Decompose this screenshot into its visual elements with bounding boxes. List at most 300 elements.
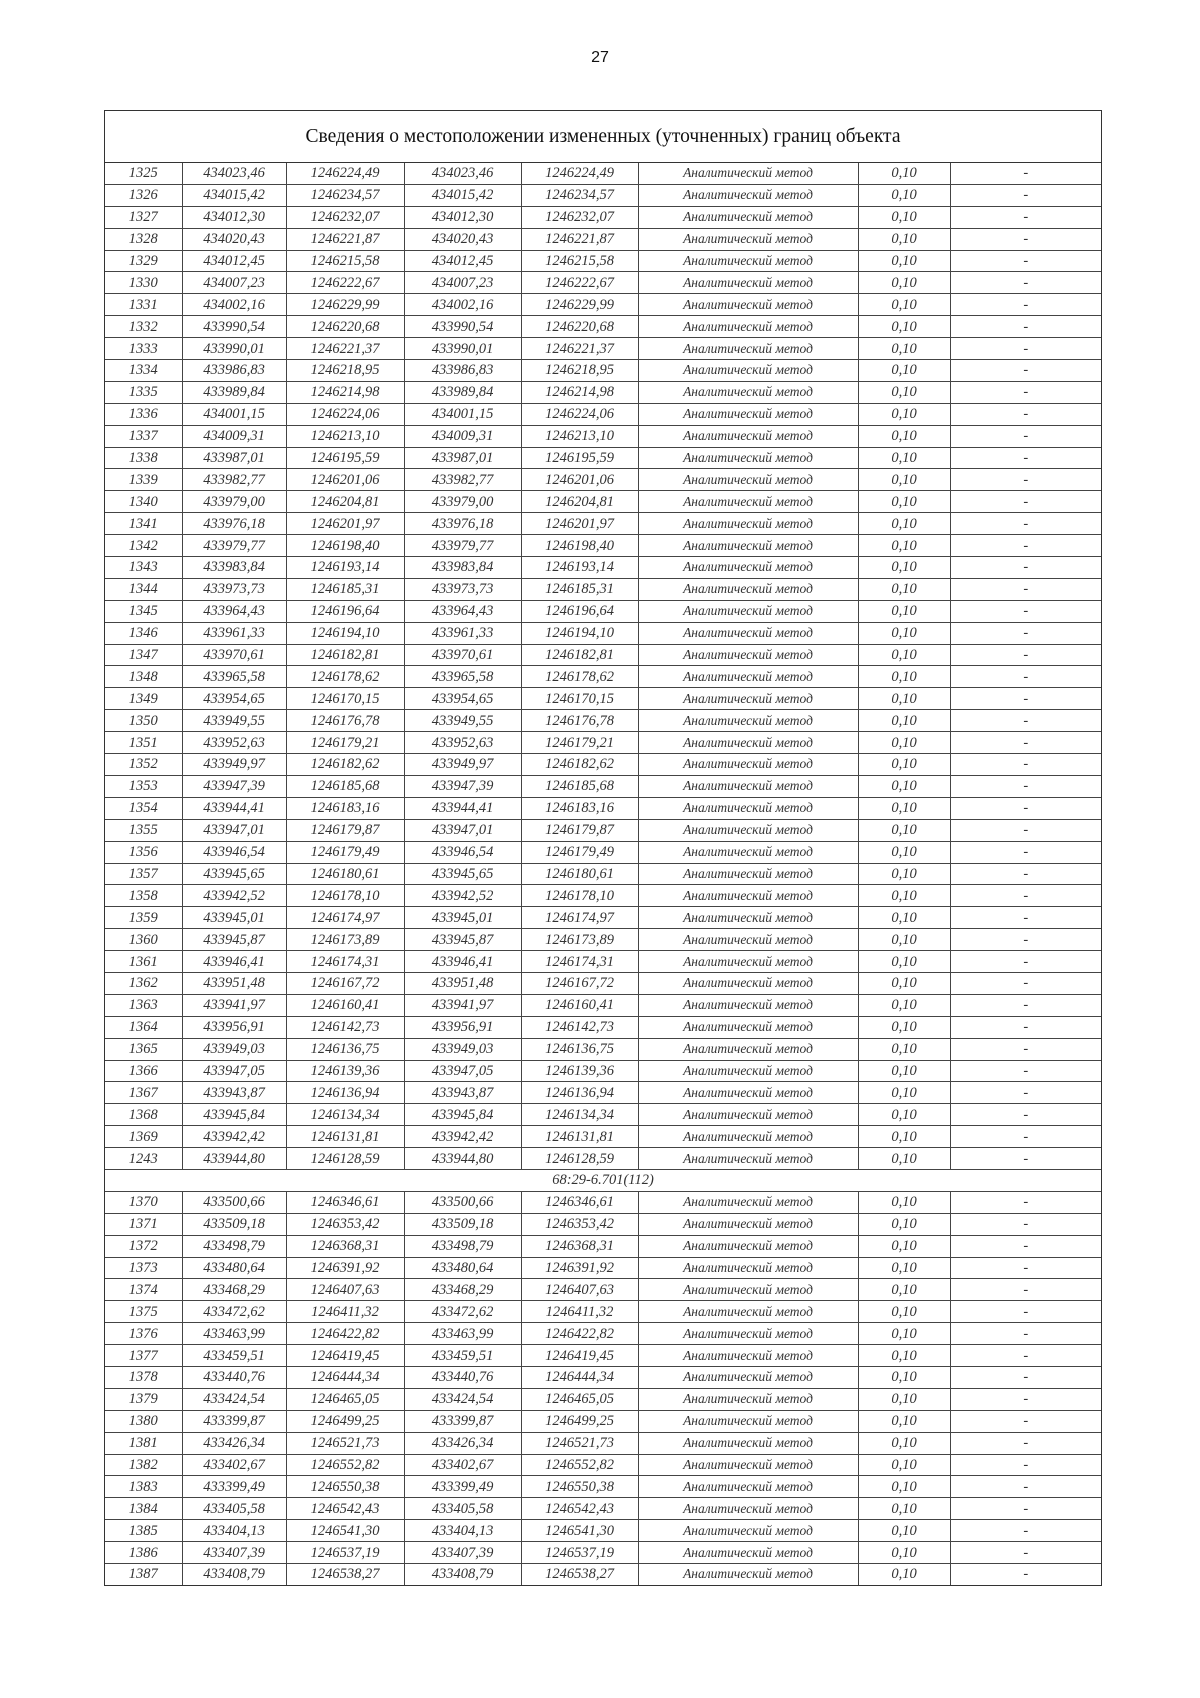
accuracy-cell: 0,10	[858, 272, 950, 294]
method-cell: Аналитический метод	[638, 1564, 858, 1585]
x-refined-cell: 433990,01	[404, 338, 521, 360]
point-number-cell: 1332	[105, 316, 182, 338]
y-existing-cell: 1246179,49	[286, 841, 404, 863]
description-cell: -	[950, 1432, 1101, 1454]
table-row	[105, 1016, 1101, 1038]
point-number-cell: 1340	[105, 491, 182, 513]
y-refined-cell: 1246419,45	[521, 1345, 638, 1367]
accuracy-cell: 0,10	[858, 1016, 950, 1038]
x-refined-cell: 433976,18	[404, 513, 521, 535]
x-existing-cell: 434023,46	[182, 163, 286, 184]
accuracy-cell: 0,10	[858, 666, 950, 688]
y-refined-cell: 1246411,32	[521, 1301, 638, 1323]
description-cell: -	[950, 754, 1101, 776]
accuracy-cell: 0,10	[858, 1410, 950, 1432]
point-number-cell: 1351	[105, 732, 182, 754]
method-cell: Аналитический метод	[638, 1410, 858, 1432]
x-existing-cell: 433949,97	[182, 754, 286, 776]
accuracy-cell: 0,10	[858, 250, 950, 272]
y-refined-cell: 1246178,62	[521, 666, 638, 688]
x-existing-cell: 434007,23	[182, 272, 286, 294]
point-number-cell: 1358	[105, 885, 182, 907]
description-cell: -	[950, 1564, 1101, 1585]
table-row	[105, 600, 1101, 622]
y-existing-cell: 1246465,05	[286, 1388, 404, 1410]
table-row	[105, 272, 1101, 294]
x-refined-cell: 433943,87	[404, 1082, 521, 1104]
y-existing-cell: 1246411,32	[286, 1301, 404, 1323]
accuracy-cell: 0,10	[858, 184, 950, 206]
x-refined-cell: 434020,43	[404, 228, 521, 250]
description-cell: -	[950, 1345, 1101, 1367]
y-refined-cell: 1246201,97	[521, 513, 638, 535]
method-cell: Аналитический метод	[638, 1388, 858, 1410]
y-existing-cell: 1246139,36	[286, 1060, 404, 1082]
x-refined-cell: 433942,52	[404, 885, 521, 907]
table-title: Сведения о местоположении измененных (уточненных) границ объекта	[105, 111, 1101, 163]
table-row	[105, 228, 1101, 250]
x-existing-cell: 433942,42	[182, 1126, 286, 1148]
method-cell: Аналитический метод	[638, 338, 858, 360]
accuracy-cell: 0,10	[858, 994, 950, 1016]
point-number-cell: 1377	[105, 1345, 182, 1367]
method-cell: Аналитический метод	[638, 184, 858, 206]
method-cell: Аналитический метод	[638, 1235, 858, 1257]
method-cell: Аналитический метод	[638, 1520, 858, 1542]
point-number-cell: 1338	[105, 447, 182, 469]
x-existing-cell: 433942,52	[182, 885, 286, 907]
x-refined-cell: 434012,30	[404, 206, 521, 228]
description-cell: -	[950, 184, 1101, 206]
method-cell: Аналитический метод	[638, 1038, 858, 1060]
description-cell: -	[950, 994, 1101, 1016]
x-refined-cell: 433954,65	[404, 688, 521, 710]
y-refined-cell: 1246179,49	[521, 841, 638, 863]
y-existing-cell: 1246183,16	[286, 797, 404, 819]
coordinates-table	[105, 163, 1101, 1585]
y-existing-cell: 1246215,58	[286, 250, 404, 272]
accuracy-cell: 0,10	[858, 469, 950, 491]
table-row	[105, 425, 1101, 447]
x-existing-cell: 433983,84	[182, 557, 286, 579]
x-existing-cell: 433947,01	[182, 819, 286, 841]
x-existing-cell: 433964,43	[182, 600, 286, 622]
x-existing-cell: 434015,42	[182, 184, 286, 206]
description-cell: -	[950, 929, 1101, 951]
y-existing-cell: 1246201,97	[286, 513, 404, 535]
y-existing-cell: 1246179,21	[286, 732, 404, 754]
point-number-cell: 1362	[105, 972, 182, 994]
x-existing-cell: 433952,63	[182, 732, 286, 754]
description-cell: -	[950, 1191, 1101, 1213]
x-refined-cell: 433942,42	[404, 1126, 521, 1148]
method-cell: Аналитический метод	[638, 951, 858, 973]
accuracy-cell: 0,10	[858, 797, 950, 819]
x-existing-cell: 433463,99	[182, 1323, 286, 1345]
x-existing-cell: 434020,43	[182, 228, 286, 250]
y-existing-cell: 1246193,14	[286, 557, 404, 579]
x-refined-cell: 433983,84	[404, 557, 521, 579]
y-existing-cell: 1246182,62	[286, 754, 404, 776]
y-existing-cell: 1246444,34	[286, 1366, 404, 1388]
x-existing-cell: 433468,29	[182, 1279, 286, 1301]
point-number-cell: 1345	[105, 600, 182, 622]
description-cell: -	[950, 1104, 1101, 1126]
y-existing-cell: 1246220,68	[286, 316, 404, 338]
x-refined-cell: 433472,62	[404, 1301, 521, 1323]
point-number-cell: 1369	[105, 1126, 182, 1148]
y-refined-cell: 1246499,25	[521, 1410, 638, 1432]
x-refined-cell: 434007,23	[404, 272, 521, 294]
method-cell: Аналитический метод	[638, 1432, 858, 1454]
x-refined-cell: 433949,97	[404, 754, 521, 776]
y-existing-cell: 1246224,06	[286, 403, 404, 425]
x-refined-cell: 433990,54	[404, 316, 521, 338]
point-number-cell: 1385	[105, 1520, 182, 1542]
y-refined-cell: 1246128,59	[521, 1148, 638, 1170]
accuracy-cell: 0,10	[858, 1104, 950, 1126]
accuracy-cell: 0,10	[858, 1038, 950, 1060]
y-refined-cell: 1246221,87	[521, 228, 638, 250]
accuracy-cell: 0,10	[858, 1520, 950, 1542]
method-cell: Аналитический метод	[638, 578, 858, 600]
point-number-cell: 1363	[105, 994, 182, 1016]
x-existing-cell: 433404,13	[182, 1520, 286, 1542]
table-row	[105, 1498, 1101, 1520]
method-cell: Аналитический метод	[638, 600, 858, 622]
y-existing-cell: 1246176,78	[286, 710, 404, 732]
accuracy-cell: 0,10	[858, 841, 950, 863]
table-row	[105, 994, 1101, 1016]
x-existing-cell: 433946,54	[182, 841, 286, 863]
accuracy-cell: 0,10	[858, 513, 950, 535]
accuracy-cell: 0,10	[858, 1476, 950, 1498]
description-cell: -	[950, 1542, 1101, 1564]
accuracy-cell: 0,10	[858, 447, 950, 469]
method-cell: Аналитический метод	[638, 491, 858, 513]
y-existing-cell: 1246214,98	[286, 381, 404, 403]
y-refined-cell: 1246220,68	[521, 316, 638, 338]
table-body	[105, 163, 1101, 1585]
description-cell: -	[950, 1323, 1101, 1345]
x-existing-cell: 433947,39	[182, 775, 286, 797]
accuracy-cell: 0,10	[858, 710, 950, 732]
y-refined-cell: 1246167,72	[521, 972, 638, 994]
x-refined-cell: 433399,49	[404, 1476, 521, 1498]
y-existing-cell: 1246552,82	[286, 1454, 404, 1476]
description-cell: -	[950, 513, 1101, 535]
y-existing-cell: 1246368,31	[286, 1235, 404, 1257]
table-row	[105, 1038, 1101, 1060]
x-refined-cell: 433500,66	[404, 1191, 521, 1213]
description-cell: -	[950, 885, 1101, 907]
accuracy-cell: 0,10	[858, 1060, 950, 1082]
method-cell: Аналитический метод	[638, 1542, 858, 1564]
accuracy-cell: 0,10	[858, 688, 950, 710]
x-refined-cell: 433407,39	[404, 1542, 521, 1564]
x-existing-cell: 434012,45	[182, 250, 286, 272]
y-refined-cell: 1246183,16	[521, 797, 638, 819]
x-refined-cell: 433986,83	[404, 360, 521, 382]
accuracy-cell: 0,10	[858, 163, 950, 184]
method-cell: Аналитический метод	[638, 1016, 858, 1038]
point-number-cell: 1331	[105, 294, 182, 316]
point-number-cell: 1327	[105, 206, 182, 228]
y-refined-cell: 1246444,34	[521, 1366, 638, 1388]
point-number-cell: 1335	[105, 381, 182, 403]
point-number-cell: 1372	[105, 1235, 182, 1257]
description-cell: -	[950, 1520, 1101, 1542]
point-number-cell: 1354	[105, 797, 182, 819]
accuracy-cell: 0,10	[858, 425, 950, 447]
description-cell: -	[950, 250, 1101, 272]
y-existing-cell: 1246221,87	[286, 228, 404, 250]
description-cell: -	[950, 1257, 1101, 1279]
x-refined-cell: 433956,91	[404, 1016, 521, 1038]
y-refined-cell: 1246174,31	[521, 951, 638, 973]
description-cell: -	[950, 1476, 1101, 1498]
y-existing-cell: 1246178,10	[286, 885, 404, 907]
accuracy-cell: 0,10	[858, 578, 950, 600]
point-number-cell: 1343	[105, 557, 182, 579]
point-number-cell: 1361	[105, 951, 182, 973]
y-refined-cell: 1246346,61	[521, 1191, 638, 1213]
accuracy-cell: 0,10	[858, 535, 950, 557]
method-cell: Аналитический метод	[638, 1148, 858, 1170]
y-refined-cell: 1246131,81	[521, 1126, 638, 1148]
y-refined-cell: 1246170,15	[521, 688, 638, 710]
x-existing-cell: 433965,58	[182, 666, 286, 688]
y-refined-cell: 1246422,82	[521, 1323, 638, 1345]
x-refined-cell: 433498,79	[404, 1235, 521, 1257]
accuracy-cell: 0,10	[858, 491, 950, 513]
x-existing-cell: 433408,79	[182, 1564, 286, 1585]
x-refined-cell: 433404,13	[404, 1520, 521, 1542]
y-existing-cell: 1246221,37	[286, 338, 404, 360]
y-existing-cell: 1246201,06	[286, 469, 404, 491]
y-refined-cell: 1246537,19	[521, 1542, 638, 1564]
point-number-cell: 1357	[105, 863, 182, 885]
y-existing-cell: 1246167,72	[286, 972, 404, 994]
description-cell: -	[950, 206, 1101, 228]
point-number-cell: 1339	[105, 469, 182, 491]
point-number-cell: 1336	[105, 403, 182, 425]
method-cell: Аналитический метод	[638, 1191, 858, 1213]
x-existing-cell: 433944,80	[182, 1148, 286, 1170]
y-existing-cell: 1246541,30	[286, 1520, 404, 1542]
x-refined-cell: 433509,18	[404, 1213, 521, 1235]
y-refined-cell: 1246353,42	[521, 1213, 638, 1235]
y-existing-cell: 1246179,87	[286, 819, 404, 841]
table-row	[105, 316, 1101, 338]
point-number-cell: 1384	[105, 1498, 182, 1520]
y-existing-cell: 1246213,10	[286, 425, 404, 447]
accuracy-cell: 0,10	[858, 1564, 950, 1585]
y-refined-cell: 1246552,82	[521, 1454, 638, 1476]
y-existing-cell: 1246422,82	[286, 1323, 404, 1345]
point-number-cell: 1370	[105, 1191, 182, 1213]
x-refined-cell: 433945,84	[404, 1104, 521, 1126]
table-row	[105, 250, 1101, 272]
accuracy-cell: 0,10	[858, 1235, 950, 1257]
table-row	[105, 1345, 1101, 1367]
y-existing-cell: 1246178,62	[286, 666, 404, 688]
page-number: 27	[591, 49, 609, 66]
table-row	[105, 644, 1101, 666]
y-refined-cell: 1246224,06	[521, 403, 638, 425]
y-existing-cell: 1246128,59	[286, 1148, 404, 1170]
y-refined-cell: 1246185,31	[521, 578, 638, 600]
table-row	[105, 1279, 1101, 1301]
method-cell: Аналитический метод	[638, 316, 858, 338]
table-row	[105, 338, 1101, 360]
accuracy-cell: 0,10	[858, 775, 950, 797]
point-number-cell: 1330	[105, 272, 182, 294]
x-existing-cell: 433424,54	[182, 1388, 286, 1410]
y-refined-cell: 1246368,31	[521, 1235, 638, 1257]
method-cell: Аналитический метод	[638, 1476, 858, 1498]
x-refined-cell: 433440,76	[404, 1366, 521, 1388]
y-refined-cell: 1246195,59	[521, 447, 638, 469]
x-existing-cell: 433509,18	[182, 1213, 286, 1235]
table-row	[105, 819, 1101, 841]
x-existing-cell: 434001,15	[182, 403, 286, 425]
description-cell: -	[950, 841, 1101, 863]
y-refined-cell: 1246391,92	[521, 1257, 638, 1279]
point-number-cell: 1366	[105, 1060, 182, 1082]
description-cell: -	[950, 403, 1101, 425]
y-refined-cell: 1246538,27	[521, 1564, 638, 1585]
accuracy-cell: 0,10	[858, 1213, 950, 1235]
table-row	[105, 163, 1101, 184]
y-existing-cell: 1246224,49	[286, 163, 404, 184]
description-cell: -	[950, 1060, 1101, 1082]
y-existing-cell: 1246182,81	[286, 644, 404, 666]
accuracy-cell: 0,10	[858, 1454, 950, 1476]
y-existing-cell: 1246346,61	[286, 1191, 404, 1213]
accuracy-cell: 0,10	[858, 600, 950, 622]
x-existing-cell: 433440,76	[182, 1366, 286, 1388]
method-cell: Аналитический метод	[638, 841, 858, 863]
y-existing-cell: 1246537,19	[286, 1542, 404, 1564]
x-existing-cell: 433987,01	[182, 447, 286, 469]
y-existing-cell: 1246173,89	[286, 929, 404, 951]
x-existing-cell: 433426,34	[182, 1432, 286, 1454]
table-row	[105, 622, 1101, 644]
accuracy-cell: 0,10	[858, 929, 950, 951]
point-number-cell: 1382	[105, 1454, 182, 1476]
point-number-cell: 1379	[105, 1388, 182, 1410]
point-number-cell: 1356	[105, 841, 182, 863]
y-refined-cell: 1246136,94	[521, 1082, 638, 1104]
y-refined-cell: 1246222,67	[521, 272, 638, 294]
point-number-cell: 1243	[105, 1148, 182, 1170]
method-cell: Аналитический метод	[638, 1498, 858, 1520]
accuracy-cell: 0,10	[858, 885, 950, 907]
table-row	[105, 360, 1101, 382]
point-number-cell: 1375	[105, 1301, 182, 1323]
y-refined-cell: 1246179,87	[521, 819, 638, 841]
table-row	[105, 557, 1101, 579]
accuracy-cell: 0,10	[858, 403, 950, 425]
table-row	[105, 972, 1101, 994]
method-cell: Аналитический метод	[638, 1301, 858, 1323]
point-number-cell: 1325	[105, 163, 182, 184]
x-refined-cell: 433947,05	[404, 1060, 521, 1082]
x-refined-cell: 434001,15	[404, 403, 521, 425]
method-cell: Аналитический метод	[638, 994, 858, 1016]
x-existing-cell: 433500,66	[182, 1191, 286, 1213]
method-cell: Аналитический метод	[638, 1454, 858, 1476]
y-existing-cell: 1246174,31	[286, 951, 404, 973]
method-cell: Аналитический метод	[638, 863, 858, 885]
y-refined-cell: 1246136,75	[521, 1038, 638, 1060]
x-refined-cell: 434012,45	[404, 250, 521, 272]
x-refined-cell: 433480,64	[404, 1257, 521, 1279]
x-existing-cell: 433990,01	[182, 338, 286, 360]
y-refined-cell: 1246201,06	[521, 469, 638, 491]
method-cell: Аналитический метод	[638, 513, 858, 535]
point-number-cell: 1373	[105, 1257, 182, 1279]
method-cell: Аналитический метод	[638, 425, 858, 447]
method-cell: Аналитический метод	[638, 250, 858, 272]
x-refined-cell: 433424,54	[404, 1388, 521, 1410]
table-row	[105, 491, 1101, 513]
accuracy-cell: 0,10	[858, 644, 950, 666]
method-cell: Аналитический метод	[638, 907, 858, 929]
accuracy-cell: 0,10	[858, 360, 950, 382]
method-cell: Аналитический метод	[638, 688, 858, 710]
table-row	[105, 1060, 1101, 1082]
x-existing-cell: 433399,87	[182, 1410, 286, 1432]
table-row	[105, 732, 1101, 754]
y-existing-cell: 1246232,07	[286, 206, 404, 228]
description-cell: -	[950, 1148, 1101, 1170]
table-row	[105, 1148, 1101, 1170]
table-row	[105, 206, 1101, 228]
x-existing-cell: 434002,16	[182, 294, 286, 316]
x-refined-cell: 433468,29	[404, 1279, 521, 1301]
table-row	[105, 907, 1101, 929]
point-number-cell: 1381	[105, 1432, 182, 1454]
x-existing-cell: 433946,41	[182, 951, 286, 973]
x-existing-cell: 433945,01	[182, 907, 286, 929]
method-cell: Аналитический метод	[638, 1366, 858, 1388]
method-cell: Аналитический метод	[638, 622, 858, 644]
y-existing-cell: 1246136,94	[286, 1082, 404, 1104]
description-cell: -	[950, 907, 1101, 929]
point-number-cell: 1341	[105, 513, 182, 535]
accuracy-cell: 0,10	[858, 622, 950, 644]
method-cell: Аналитический метод	[638, 535, 858, 557]
accuracy-cell: 0,10	[858, 951, 950, 973]
point-number-cell: 1349	[105, 688, 182, 710]
point-number-cell: 1386	[105, 1542, 182, 1564]
point-number-cell: 1371	[105, 1213, 182, 1235]
x-existing-cell: 433949,55	[182, 710, 286, 732]
description-cell: -	[950, 797, 1101, 819]
description-cell: -	[950, 1235, 1101, 1257]
accuracy-cell: 0,10	[858, 732, 950, 754]
accuracy-cell: 0,10	[858, 1301, 950, 1323]
accuracy-cell: 0,10	[858, 1082, 950, 1104]
y-refined-cell: 1246182,62	[521, 754, 638, 776]
y-existing-cell: 1246131,81	[286, 1126, 404, 1148]
method-cell: Аналитический метод	[638, 294, 858, 316]
x-existing-cell: 433979,00	[182, 491, 286, 513]
x-existing-cell: 433951,48	[182, 972, 286, 994]
point-number-cell: 1326	[105, 184, 182, 206]
